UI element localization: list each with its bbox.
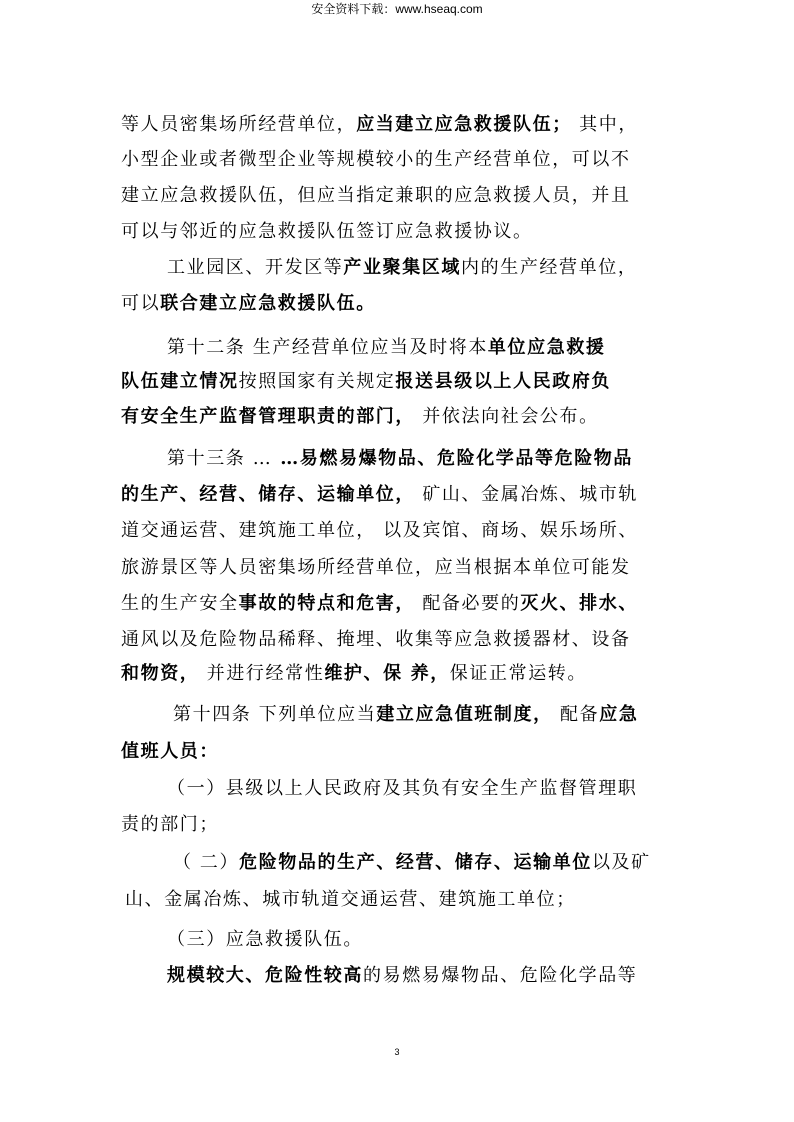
page-number: 3 — [394, 1047, 400, 1057]
text-line: 生的生产安全事故的特点和危害， 配备必要的灭火、排水、 — [121, 593, 638, 614]
text-line: 山、金属冶炼、城市轨道交通运营、建筑施工单位； — [125, 889, 576, 910]
text-line: 建立应急救援队伍，但应当指定兼职的应急救援人员，并且 — [121, 185, 631, 206]
text-line: （三）应急救援队伍。 — [167, 929, 363, 950]
text-line: 可以与邻近的应急救援队伍签订应急救援协议。 — [121, 221, 533, 242]
text-line: （ 二）危险物品的生产、经营、储存、运输单位以及矿 — [173, 852, 651, 873]
page-header-download-notice: 安全资料下载：www.hseaq.com — [311, 2, 483, 16]
text-line: 责的部门； — [121, 814, 219, 835]
text-line: 第十四条 下列单位应当建立应急值班制度， 配备应急 — [173, 704, 639, 725]
text-line: 的生产、经营、储存、运输单位， 矿山、金属冶炼、城市轨 — [121, 484, 638, 505]
text-line: 通风以及危险物品稀释、掩埋、收集等应急救援器材、设备 — [121, 629, 631, 650]
text-line: 有安全生产监督管理职责的部门， 并依法向社会公布。 — [121, 406, 599, 427]
text-line: 第十二条 生产经营单位应当及时将本单位应急救援 — [167, 337, 606, 358]
text-line: 旅游景区等人员密集场所经营单位，应当根据本单位可能发 — [121, 557, 631, 578]
text-line: 值班人员： — [121, 741, 219, 762]
text-line: 队伍建立情况按照国家有关规定报送县级以上人民政府负 — [121, 371, 612, 392]
text-line: 第十三条 … …易燃易爆物品、危险化学品等危险物品 — [167, 448, 633, 469]
text-line: 规模较大、危险性较高的易燃易爆物品、危险化学品等 — [167, 965, 638, 986]
text-line: 和物资， 并进行经常性维护、保 养，保证正常运转。 — [121, 663, 587, 684]
text-line: （一）县级以上人民政府及其负有安全生产监督管理职 — [167, 778, 638, 799]
text-line: 工业园区、开发区等产业聚集区域内的生产经营单位， — [167, 257, 638, 278]
text-line: 等人员密集场所经营单位，应当建立应急救援队伍； 其中， — [121, 114, 638, 135]
text-line: 小型企业或者微型企业等规模较小的生产经营单位，可以不 — [121, 149, 631, 170]
text-line: 道交通运营、建筑施工单位， 以及宾馆、商场、娱乐场所、 — [121, 520, 638, 541]
text-line: 可以联合建立应急救援队伍。 — [121, 293, 376, 314]
